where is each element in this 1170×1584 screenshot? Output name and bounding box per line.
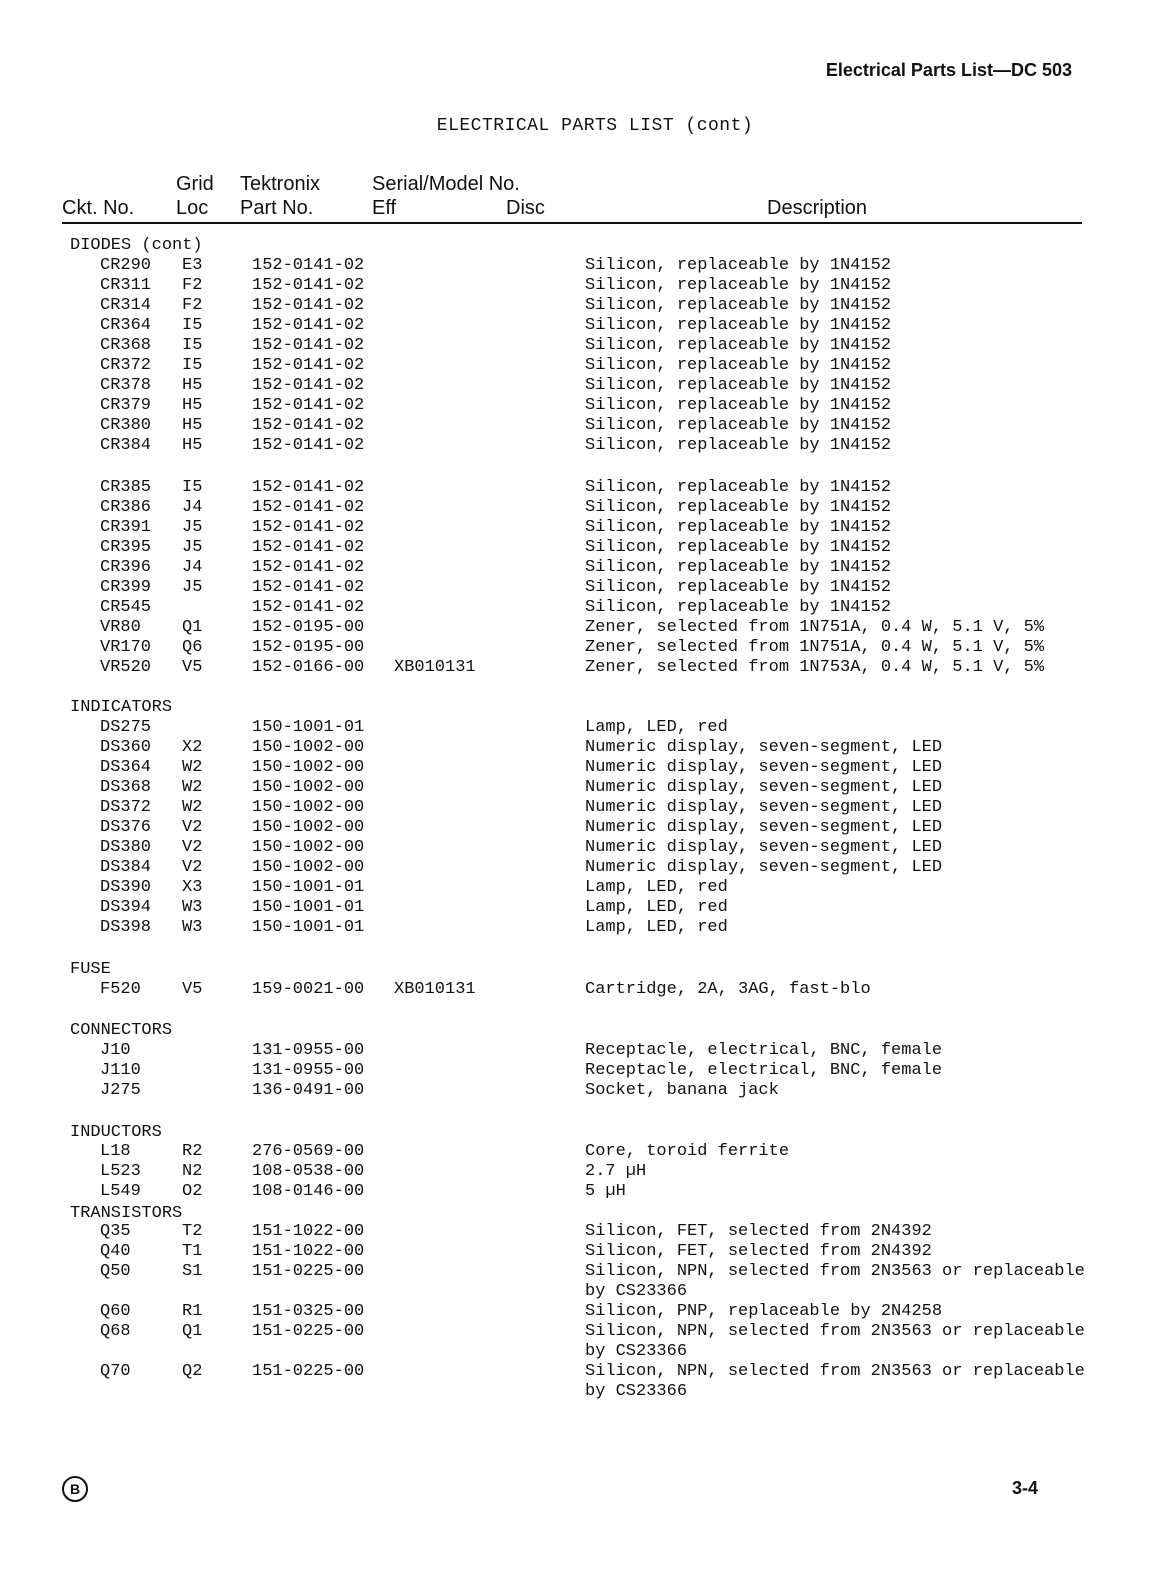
part-number: 151-0225-00 — [252, 1362, 365, 1381]
part-row — [0, 858, 1170, 878]
part-number: 152-0195-00 — [252, 618, 365, 637]
part-description: Numeric display, seven-segment, LED — [585, 858, 943, 877]
part-number: 150-1002-00 — [252, 838, 365, 857]
circuit-number: DS364 — [100, 758, 152, 777]
circuit-number: VR170 — [100, 638, 152, 657]
part-row — [0, 1182, 1170, 1202]
circuit-number: J110 — [100, 1061, 141, 1080]
part-description: by CS23366 — [585, 1342, 688, 1361]
circuit-number: CR384 — [100, 436, 152, 455]
circuit-number: CR395 — [100, 538, 152, 557]
circuit-number: CR314 — [100, 296, 152, 315]
grid-location: I5 — [182, 356, 203, 375]
part-number: 152-0141-02 — [252, 538, 365, 557]
grid-location: J4 — [182, 498, 203, 517]
part-description: Silicon, replaceable by 1N4152 — [585, 436, 892, 455]
grid-location: E3 — [182, 256, 203, 275]
part-description: 2.7 µH — [585, 1162, 647, 1181]
part-description: Silicon, replaceable by 1N4152 — [585, 356, 892, 375]
part-description: Silicon, NPN, selected from 2N3563 or replaceable — [585, 1322, 1085, 1341]
grid-location: W2 — [182, 758, 203, 777]
part-number: 152-0141-02 — [252, 416, 365, 435]
circuit-number: CR545 — [100, 598, 152, 617]
part-description: Numeric display, seven-segment, LED — [585, 758, 943, 777]
grid-location: J4 — [182, 558, 203, 577]
part-row — [0, 980, 1170, 1000]
part-description: Silicon, NPN, selected from 2N3563 or replaceable — [585, 1262, 1085, 1281]
circuit-number: Q40 — [100, 1242, 131, 1261]
circuit-number: J275 — [100, 1081, 141, 1100]
part-row — [0, 376, 1170, 396]
circuit-number: DS275 — [100, 718, 152, 737]
part-row — [0, 518, 1170, 538]
part-row — [0, 436, 1170, 456]
part-number: 152-0141-02 — [252, 436, 365, 455]
part-row — [0, 818, 1170, 838]
grid-location: V5 — [182, 658, 203, 677]
grid-location: V5 — [182, 980, 203, 999]
circuit-number: CR385 — [100, 478, 152, 497]
circuit-number: CR378 — [100, 376, 152, 395]
circuit-number: Q70 — [100, 1362, 131, 1381]
col-grid-top: Grid — [176, 173, 214, 195]
grid-location: Q2 — [182, 1362, 203, 1381]
part-description: Silicon, replaceable by 1N4152 — [585, 598, 892, 617]
grid-location: W2 — [182, 778, 203, 797]
col-ckt-no: Ckt. No. — [62, 197, 135, 219]
grid-location: T2 — [182, 1222, 203, 1241]
section-heading: INDUCTORS — [70, 1123, 162, 1142]
part-row — [0, 416, 1170, 436]
grid-location: R1 — [182, 1302, 203, 1321]
circuit-number: DS394 — [100, 898, 152, 917]
part-description: Zener, selected from 1N753A, 0.4 W, 5.1 V, 5% — [585, 658, 1045, 677]
circuit-number: CR290 — [100, 256, 152, 275]
circuit-number: L549 — [100, 1182, 141, 1201]
part-row — [0, 1061, 1170, 1081]
circuit-number: Q35 — [100, 1222, 131, 1241]
part-row — [0, 538, 1170, 558]
circuit-number: CR379 — [100, 396, 152, 415]
part-number: 136-0491-00 — [252, 1081, 365, 1100]
circuit-number: DS376 — [100, 818, 152, 837]
part-description: Silicon, PNP, replaceable by 2N4258 — [585, 1302, 943, 1321]
part-row — [0, 356, 1170, 376]
part-number: 152-0141-02 — [252, 578, 365, 597]
serial-effective: XB010131 — [394, 980, 476, 999]
part-row — [0, 618, 1170, 638]
part-row — [0, 918, 1170, 938]
part-description: Lamp, LED, red — [585, 718, 728, 737]
part-number: 150-1001-01 — [252, 878, 365, 897]
part-number: 151-0225-00 — [252, 1262, 365, 1281]
grid-location: H5 — [182, 376, 203, 395]
part-description: by CS23366 — [585, 1282, 688, 1301]
grid-location: S1 — [182, 1262, 203, 1281]
part-number: 152-0141-02 — [252, 276, 365, 295]
part-row — [0, 718, 1170, 738]
circuit-number: CR311 — [100, 276, 152, 295]
grid-location: O2 — [182, 1182, 203, 1201]
part-number: 152-0141-02 — [252, 558, 365, 577]
part-number: 151-1022-00 — [252, 1222, 365, 1241]
part-number: 150-1001-01 — [252, 718, 365, 737]
grid-location: J5 — [182, 578, 203, 597]
part-row — [0, 256, 1170, 276]
part-row — [0, 838, 1170, 858]
circuit-number: CR391 — [100, 518, 152, 537]
part-number: 152-0141-02 — [252, 256, 365, 275]
circuit-number: F520 — [100, 980, 141, 999]
part-row — [0, 1382, 1170, 1402]
grid-location: Q1 — [182, 1322, 203, 1341]
part-row — [0, 898, 1170, 918]
part-number: 151-0225-00 — [252, 1322, 365, 1341]
part-description: 5 µH — [585, 1182, 626, 1201]
circuit-number: DS372 — [100, 798, 152, 817]
part-number: 108-0538-00 — [252, 1162, 365, 1181]
part-description: Numeric display, seven-segment, LED — [585, 838, 943, 857]
grid-location: J5 — [182, 518, 203, 537]
part-number: 152-0141-02 — [252, 598, 365, 617]
publisher-logo: B — [62, 1476, 88, 1502]
grid-location: X2 — [182, 738, 203, 757]
part-row — [0, 1041, 1170, 1061]
circuit-number: CR396 — [100, 558, 152, 577]
page-number: 3-4 — [1011, 1478, 1038, 1498]
part-number: 152-0141-02 — [252, 356, 365, 375]
part-description: Zener, selected from 1N751A, 0.4 W, 5.1 V, 5% — [585, 638, 1045, 657]
circuit-number: CR364 — [100, 316, 152, 335]
part-row — [0, 1262, 1170, 1282]
part-row — [0, 1162, 1170, 1182]
section-heading: CONNECTORS — [70, 1021, 173, 1040]
part-number: 150-1001-01 — [252, 918, 365, 937]
part-number: 150-1002-00 — [252, 798, 365, 817]
part-number: 152-0195-00 — [252, 638, 365, 657]
part-row — [0, 498, 1170, 518]
circuit-number: CR368 — [100, 336, 152, 355]
part-row — [0, 1302, 1170, 1322]
part-row — [0, 1342, 1170, 1362]
part-description: Zener, selected from 1N751A, 0.4 W, 5.1 V, 5% — [585, 618, 1045, 637]
part-number: 276-0569-00 — [252, 1142, 365, 1161]
part-number: 131-0955-00 — [252, 1041, 365, 1060]
part-description: Silicon, NPN, selected from 2N3563 or replaceable — [585, 1362, 1085, 1381]
grid-location: I5 — [182, 336, 203, 355]
part-description: Lamp, LED, red — [585, 898, 728, 917]
part-number: 150-1001-01 — [252, 898, 365, 917]
part-description: Numeric display, seven-segment, LED — [585, 778, 943, 797]
part-description: Numeric display, seven-segment, LED — [585, 738, 943, 757]
part-row — [0, 1362, 1170, 1382]
part-row — [0, 738, 1170, 758]
part-number: 152-0141-02 — [252, 296, 365, 315]
grid-location: H5 — [182, 416, 203, 435]
part-row — [0, 598, 1170, 618]
part-description: Silicon, FET, selected from 2N4392 — [585, 1242, 932, 1261]
part-description: Silicon, replaceable by 1N4152 — [585, 316, 892, 335]
part-number: 131-0955-00 — [252, 1061, 365, 1080]
part-description: Silicon, replaceable by 1N4152 — [585, 376, 892, 395]
grid-location: N2 — [182, 1162, 203, 1181]
circuit-number: Q60 — [100, 1302, 131, 1321]
part-row — [0, 316, 1170, 336]
circuit-number: VR80 — [100, 618, 141, 637]
section-heading: TRANSISTORS — [70, 1204, 183, 1223]
col-eff: Eff — [372, 197, 397, 219]
part-row — [0, 798, 1170, 818]
part-row — [0, 878, 1170, 898]
grid-location: W2 — [182, 798, 203, 817]
grid-location: J5 — [182, 538, 203, 557]
part-number: 152-0141-02 — [252, 376, 365, 395]
grid-location: H5 — [182, 436, 203, 455]
circuit-number: DS360 — [100, 738, 152, 757]
part-description: Socket, banana jack — [585, 1081, 779, 1100]
section-heading: DIODES (cont) — [70, 236, 203, 255]
part-number: 150-1002-00 — [252, 858, 365, 877]
part-description: Silicon, replaceable by 1N4152 — [585, 416, 892, 435]
part-description: Silicon, FET, selected from 2N4392 — [585, 1222, 932, 1241]
part-number: 150-1002-00 — [252, 738, 365, 757]
grid-location: I5 — [182, 316, 203, 335]
part-description: Silicon, replaceable by 1N4152 — [585, 518, 892, 537]
part-row — [0, 396, 1170, 416]
part-number: 150-1002-00 — [252, 778, 365, 797]
part-description: Silicon, replaceable by 1N4152 — [585, 558, 892, 577]
serial-effective: XB010131 — [394, 658, 476, 677]
circuit-number: L523 — [100, 1162, 141, 1181]
header-rule — [62, 222, 1082, 224]
part-description: Core, toroid ferrite — [585, 1142, 790, 1161]
circuit-number: Q68 — [100, 1322, 131, 1341]
grid-location: V2 — [182, 858, 203, 877]
part-number: 152-0141-02 — [252, 336, 365, 355]
col-disc: Disc — [506, 197, 545, 219]
part-row — [0, 578, 1170, 598]
part-description: Receptacle, electrical, BNC, female — [585, 1041, 943, 1060]
part-row — [0, 638, 1170, 658]
grid-location: F2 — [182, 276, 203, 295]
grid-location: H5 — [182, 396, 203, 415]
part-row — [0, 778, 1170, 798]
part-row — [0, 1222, 1170, 1242]
part-row — [0, 478, 1170, 498]
part-description: Lamp, LED, red — [585, 918, 728, 937]
part-number: 159-0021-00 — [252, 980, 365, 999]
part-description: Silicon, replaceable by 1N4152 — [585, 498, 892, 517]
grid-location: R2 — [182, 1142, 203, 1161]
page-header: Electrical Parts List—DC 503 — [825, 60, 1072, 80]
part-description: Silicon, replaceable by 1N4152 — [585, 276, 892, 295]
circuit-number: CR372 — [100, 356, 152, 375]
part-description: Lamp, LED, red — [585, 878, 728, 897]
grid-location: F2 — [182, 296, 203, 315]
grid-location: W3 — [182, 898, 203, 917]
circuit-number: DS380 — [100, 838, 152, 857]
circuit-number: DS390 — [100, 878, 152, 897]
col-grid-bottom: Loc — [176, 197, 209, 219]
part-description: Silicon, replaceable by 1N4152 — [585, 578, 892, 597]
part-number: 108-0146-00 — [252, 1182, 365, 1201]
part-number: 152-0141-02 — [252, 498, 365, 517]
circuit-number: Q50 — [100, 1262, 131, 1281]
part-number: 152-0166-00 — [252, 658, 365, 677]
part-description: Silicon, replaceable by 1N4152 — [585, 396, 892, 415]
part-description: Numeric display, seven-segment, LED — [585, 818, 943, 837]
section-heading: INDICATORS — [70, 698, 173, 717]
grid-location: T1 — [182, 1242, 203, 1261]
part-number: 151-1022-00 — [252, 1242, 365, 1261]
section-heading: FUSE — [70, 960, 111, 979]
part-number: 150-1002-00 — [252, 818, 365, 837]
circuit-number: CR399 — [100, 578, 152, 597]
circuit-number: DS398 — [100, 918, 152, 937]
col-serial: Serial/Model No. — [372, 173, 520, 195]
part-row — [0, 276, 1170, 296]
circuit-number: CR386 — [100, 498, 152, 517]
grid-location: V2 — [182, 838, 203, 857]
part-row — [0, 1081, 1170, 1101]
circuit-number: VR520 — [100, 658, 152, 677]
part-row — [0, 1322, 1170, 1342]
part-description: Numeric display, seven-segment, LED — [585, 798, 943, 817]
part-number: 152-0141-02 — [252, 396, 365, 415]
col-tek-bottom: Part No. — [240, 197, 314, 219]
part-description: Silicon, replaceable by 1N4152 — [585, 256, 892, 275]
part-number: 152-0141-02 — [252, 316, 365, 335]
part-description: Silicon, replaceable by 1N4152 — [585, 296, 892, 315]
part-row — [0, 1242, 1170, 1262]
part-number: 152-0141-02 — [252, 478, 365, 497]
col-tek-top: Tektronix — [240, 173, 321, 195]
part-row — [0, 558, 1170, 578]
part-number: 151-0325-00 — [252, 1302, 365, 1321]
part-description: by CS23366 — [585, 1382, 688, 1401]
part-number: 152-0141-02 — [252, 518, 365, 537]
circuit-number: DS368 — [100, 778, 152, 797]
part-row — [0, 658, 1170, 678]
page-subtitle: ELECTRICAL PARTS LIST (cont) — [436, 116, 754, 136]
part-row — [0, 1142, 1170, 1162]
part-row — [0, 296, 1170, 316]
grid-location: Q1 — [182, 618, 203, 637]
part-number: 150-1002-00 — [252, 758, 365, 777]
part-description: Silicon, replaceable by 1N4152 — [585, 336, 892, 355]
col-description: Description — [767, 197, 868, 219]
part-description: Silicon, replaceable by 1N4152 — [585, 538, 892, 557]
part-description: Silicon, replaceable by 1N4152 — [585, 478, 892, 497]
grid-location: W3 — [182, 918, 203, 937]
part-row — [0, 336, 1170, 356]
part-description: Cartridge, 2A, 3AG, fast-blo — [585, 980, 871, 999]
part-row — [0, 758, 1170, 778]
grid-location: I5 — [182, 478, 203, 497]
circuit-number: DS384 — [100, 858, 152, 877]
grid-location: V2 — [182, 818, 203, 837]
circuit-number: J10 — [100, 1041, 131, 1060]
grid-location: X3 — [182, 878, 203, 897]
circuit-number: L18 — [100, 1142, 131, 1161]
circuit-number: CR380 — [100, 416, 152, 435]
part-row — [0, 1282, 1170, 1302]
grid-location: Q6 — [182, 638, 203, 657]
part-description: Receptacle, electrical, BNC, female — [585, 1061, 943, 1080]
